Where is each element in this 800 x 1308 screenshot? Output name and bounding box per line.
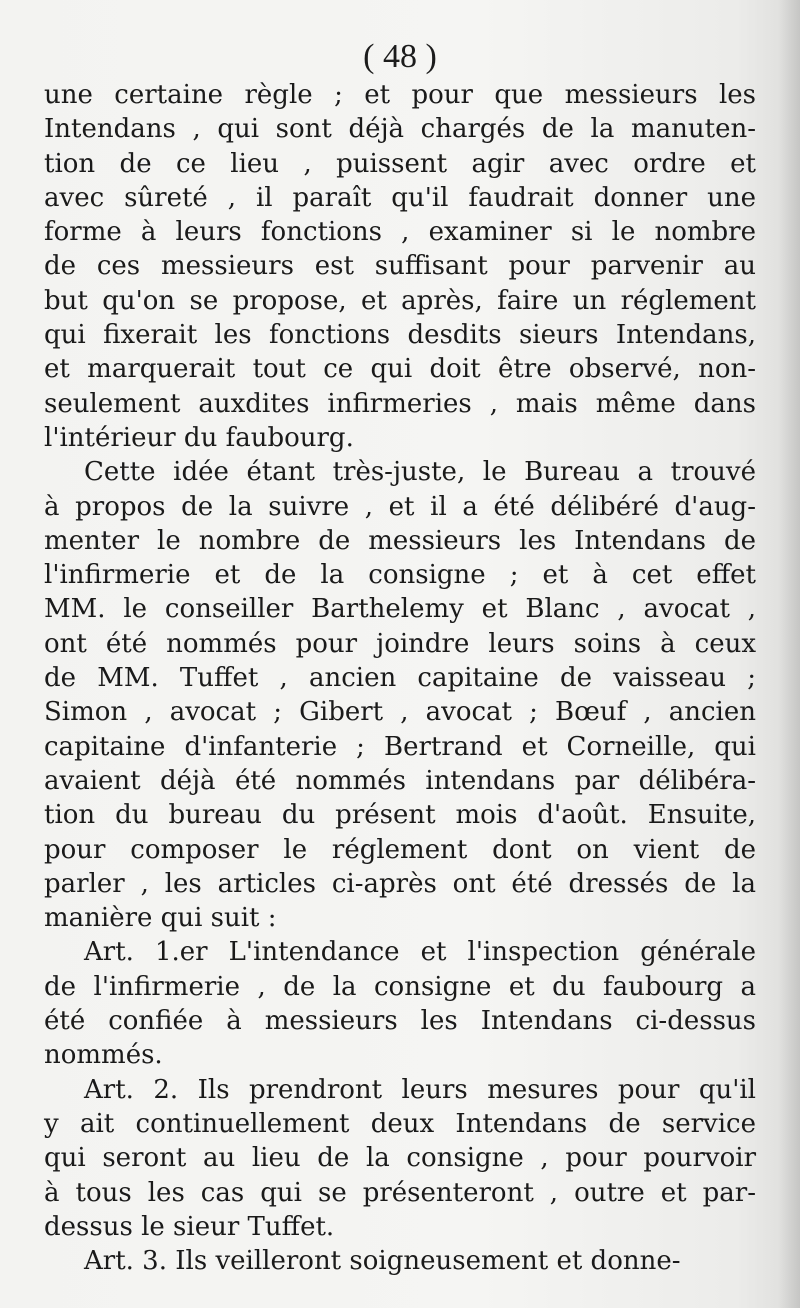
text-line: but qu'on se propose, et après, faire un réglement: [44, 285, 756, 316]
text-line: de l'infirmerie , de la consigne et du faubourg a: [44, 971, 756, 1002]
text-line: avaient déjà été nommés intendans par délibéra-: [44, 765, 756, 796]
text-line: Art. 2. Ils prendront leurs mesures pour qu'il: [84, 1074, 756, 1105]
text-line: dessus le sieur Tuffet.: [44, 1211, 335, 1242]
text-line: tion de ce lieu , puissent agir avec ordre et: [44, 148, 756, 179]
text-line: manière qui suit :: [44, 903, 277, 934]
text-line: qui fixerait les fonctions desdits sieurs Intendans,: [44, 320, 756, 351]
text-line: Simon , avocat ; Gibert , avocat ; Bœuf , ancien: [44, 697, 756, 728]
text-line: menter le nombre de messieurs les Intendans de: [44, 525, 756, 556]
text-line: qui seront au lieu de la consigne , pour pourvoir: [44, 1143, 756, 1174]
text-line: nommés.: [44, 1040, 163, 1071]
text-line: l'intérieur du faubourg.: [44, 422, 354, 453]
page-number: ( 48 ): [363, 38, 437, 75]
text-line: capitaine d'infanterie ; Bertrand et Corneille, qui: [44, 731, 756, 762]
text-line: Art. 3. Ils veilleront soigneusement et donne-: [84, 1246, 681, 1277]
text-line: avec sûreté , il paraît qu'il faudrait donner une: [44, 182, 756, 213]
body-text: [44, 78, 756, 1278]
text-line: seulement auxdites infirmeries , mais même dans: [44, 388, 756, 419]
paragraph: [44, 78, 756, 455]
text-line: à tous les cas qui se présenteront , outre et par-: [44, 1177, 756, 1208]
text-line: Intendans , qui sont déjà chargés de la manuten-: [44, 114, 756, 145]
text-line: l'infirmerie et de la consigne ; et à cet effet: [44, 560, 756, 591]
text-line: de MM. Tuffet , ancien capitaine de vaisseau ;: [44, 663, 756, 694]
text-line: à propos de la suivre , et il a été délibéré d'aug-: [44, 491, 756, 522]
paragraph: [44, 455, 756, 935]
text-line: été confiée à messieurs les Intendans ci-dessus: [44, 1006, 756, 1037]
text-line: MM. le conseiller Barthelemy et Blanc , avocat ,: [44, 594, 756, 625]
text-line: tion du bureau du présent mois d'août. Ensuite,: [44, 800, 756, 831]
text-line: pour composer le réglement dont on vient de: [44, 834, 756, 865]
paragraph: [44, 935, 756, 1072]
text-line: Art. 1.er L'intendance et l'inspection générale: [84, 937, 756, 968]
text-line: une certaine règle ; et pour que messieurs les: [44, 80, 756, 110]
text-line: Cette idée étant très-juste, le Bureau a trouvé: [84, 457, 756, 488]
text-line: de ces messieurs est suffisant pour parvenir au: [44, 251, 756, 282]
text-line: forme à leurs fonctions , examiner si le nombre: [44, 217, 756, 248]
text-line: et marquerait tout ce qui doit être observé, non-: [44, 354, 756, 385]
text-line: parler , les articles ci-après ont été dressés de la: [44, 868, 756, 899]
text-line: y ait continuellement deux Intendans de service: [44, 1108, 756, 1139]
page-gutter-shadow: [778, 0, 800, 1308]
text-line: ont été nommés pour joindre leurs soins à ceux: [44, 628, 756, 659]
paragraph: [44, 1244, 756, 1278]
paragraph: [44, 1073, 756, 1244]
